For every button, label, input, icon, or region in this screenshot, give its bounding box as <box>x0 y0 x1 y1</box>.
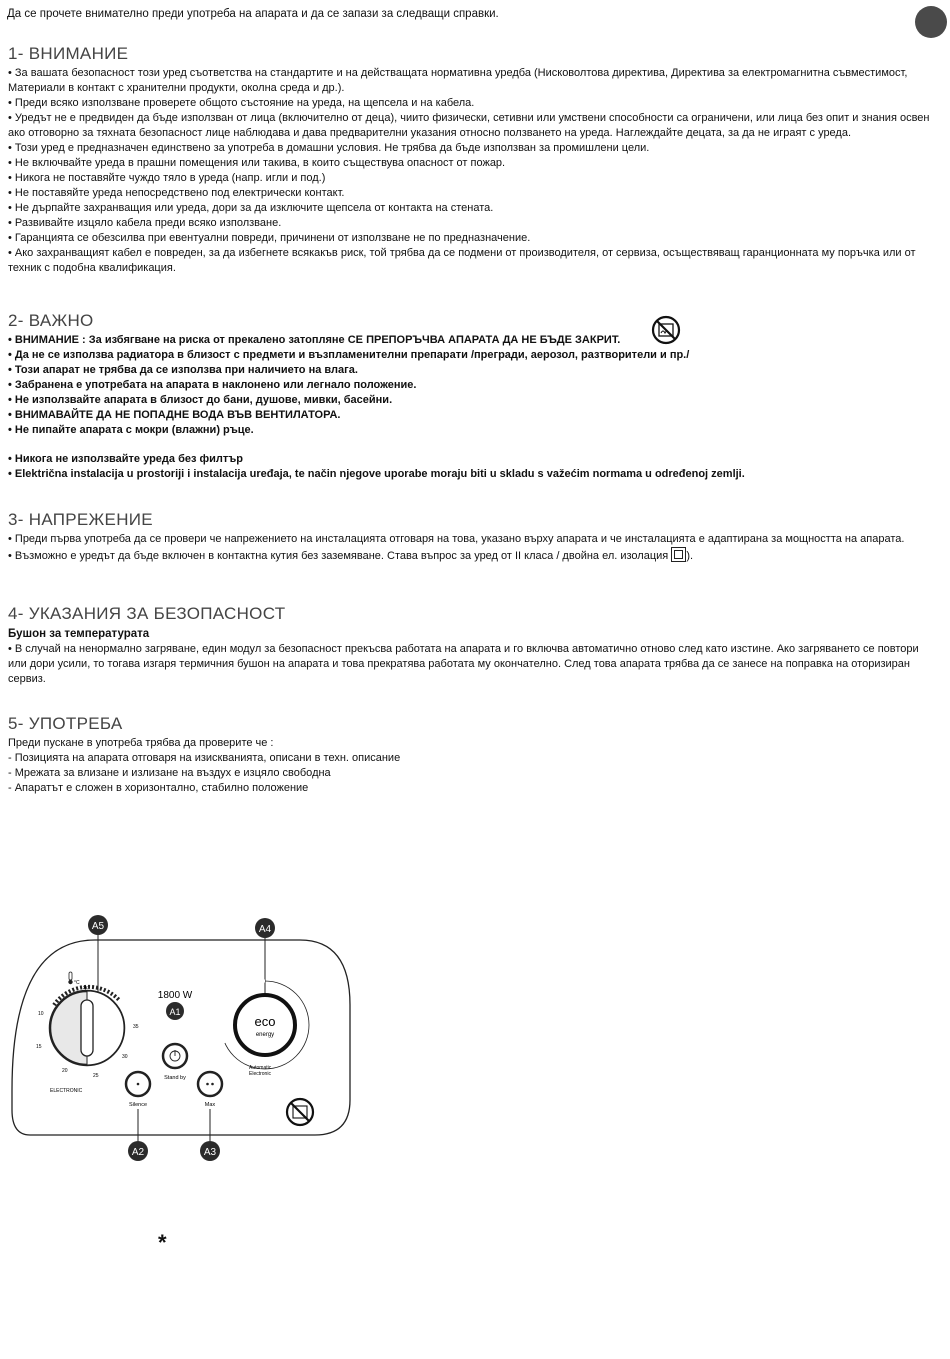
section-1-line: • Не поставяйте уреда непосредствено под електрически контакт. <box>8 187 345 199</box>
double-insulation-icon <box>671 547 686 562</box>
section-1-line: • Никога не поставяйте чуждо тяло в уреда (напр. игли и под.) <box>8 172 326 184</box>
footnote-asterisk: * <box>158 1230 167 1255</box>
section-1-line: • Този уред е предназначен единствено за употреба в домашни условия. Не трябва да бъде използван за промишлени цели. <box>8 142 650 154</box>
standby-button[interactable] <box>163 1044 187 1068</box>
dial-tick-label: 15 <box>36 1044 42 1050</box>
intro-text: Да се прочете внимателно преди употреба на апарата и да се запази за следващи справки. <box>7 8 499 20</box>
section-4-title: 4- УКАЗАНИЯ ЗА БЕЗОПАСНОСТ <box>8 604 286 623</box>
callout-a1-label: A1 <box>169 1007 181 1017</box>
section-2-extra-line: • Никога не използвайте уреда без филтър <box>8 453 244 465</box>
energy-label: energy <box>255 1032 275 1038</box>
section-4-line: • В случай на ненормално загряване, един модул за безопасност прекъсва работата на апарата и го включва автоматично отново след като изстине. Ако загряването се повтори или дори усили, то тогава изгаря термичния бушон на апарата и това прекратява работата му окончателно. След това апарата трябва да се занесе на поправка на оторизиран сервиз. <box>8 643 919 685</box>
section-2-line: • Забранена е употребата на апарата в наклонено или легнало положение. <box>8 379 417 391</box>
thermostat-dial <box>50 987 124 1065</box>
electronic-label: ELECTRONIC <box>50 1088 83 1094</box>
callout-a5-label: A5 <box>91 921 105 932</box>
standby-label: Stand by <box>164 1075 186 1081</box>
section-1-line: • Не дърпайте захранващия или уреда, дори за да изключите щепсела от контакта на стената. <box>8 202 494 214</box>
section-3-line: • Преди първа употреба да се провери че напрежението на инсталацията отговаря на това, указано върху апарата и че инсталацията е адаптирана за мощността на апарата. <box>8 533 905 545</box>
section-2-line: • Да не се използва радиатора в близост с предмети и възпламенителни препарати /прегради, аерозол, разтворители и пр./ <box>8 349 690 361</box>
section-1-title: 1- ВНИМАНИЕ <box>8 44 129 63</box>
dial-tick-label: 10 <box>38 1011 44 1017</box>
max-label: Max <box>204 1102 216 1108</box>
section-1-body <box>8 66 938 276</box>
dial-tick-label: 30 <box>122 1054 128 1060</box>
callout-a2-label: A2 <box>131 1147 145 1158</box>
section-1-line: • Ако захранващият кабел е повреден, за да избегнете всякакъв риск, той трябва да се подмени от производителя, от сервиза, осъществяващ гаранционната му поръчка или от техник с подобна квалификация. <box>8 247 916 274</box>
section-3-body <box>8 532 938 564</box>
section-5-title: 5- УПОТРЕБА <box>8 714 123 733</box>
section-5-body <box>8 736 938 796</box>
section-4-body <box>8 627 938 687</box>
dial-tick-label: 35 <box>133 1024 139 1030</box>
section-2-line: • ВНИМАВАЙТЕ ДА НЕ ПОПАДНЕ ВОДА ВЪВ ВЕНТИЛАТОРА. <box>8 409 341 421</box>
dial-tick-label: 25 <box>93 1073 99 1079</box>
section-1-line: • Гаранцията се обезсилва при евентуални повреди, причинени от използване не по предназначение. <box>8 232 531 244</box>
section-2-title: 2- ВАЖНО <box>8 311 94 330</box>
section-3-line-class2 <box>8 547 938 564</box>
silence-label: Silence <box>128 1102 148 1108</box>
automatic-electronic-label: Electronic <box>249 1071 271 1077</box>
section-4-subheading: Бушон за температурата <box>8 628 150 640</box>
section-1-line: • Не включвайте уреда в прашни помещения или такива, в които съществува опасност от пожар. <box>8 157 506 169</box>
section-5-line: Преди пускане в употреба трябва да проверите че : <box>8 737 274 749</box>
section-1-line: • За вашата безопасност този уред съответства на стандартите и на действащата нормативна уредба (Нисковолтова директива, Директива за електромагнитна съвместимост, Материали в контакт с хранителни продукти, околна среда и др.). <box>8 67 908 94</box>
section-1-line: • Развивайте изцяло кабела преди всяко използване. <box>8 217 282 229</box>
section-3-title: 3- НАПРЕЖЕНИЕ <box>8 510 153 529</box>
section-1-line: • Уредът не е предвиден да бъде използван от лица (включително от деца), чиито физически, сетивни или умствени способности са ограничени, или лица без опит и знания освен ако отговорно за тяхната безопасност лице наблюдава и дава предварителни указания относно ползването на уреда. Наглеждайте децата, за да не играят с уреда. <box>8 112 930 139</box>
callout-a3-label: A3 <box>203 1147 217 1158</box>
section-5-line: - Позицията на апарата отговаря на изискванията, описани в техн. описание <box>8 752 401 764</box>
dial-tick-label: 20 <box>62 1068 68 1074</box>
power-rating: 1800 W <box>157 990 193 1001</box>
section-2-line: • ВНИМАНИЕ : За избягване на риска от прекалено затопляне СЕ ПРЕПОРЪЧВА АПАРАТА ДА НЕ БЪДЕ ЗАКРИТ. <box>8 334 621 346</box>
thermometer-icon <box>68 972 72 984</box>
section-2-line: • Не използвайте апарата в близост до бани, душове, мивки, басейни. <box>8 394 393 406</box>
callout-a4-label: A4 <box>258 924 272 935</box>
section-1-line: • Преди всяко използване проверете общото състояние на уреда, на щепсела и на кабела. <box>8 97 475 109</box>
section-2-extra-line: • Električna instalacija u prostoriji i instalacija uređaja, te način njegove uporabe moraju biti u skladu s važećim normama u određenoj zemlji. <box>8 468 745 480</box>
thermometer-unit: °C <box>74 980 80 986</box>
frost-star-icon: * <box>83 985 88 995</box>
section-5-line: - Апаратът е сложен в хоризонтално, стабилно положение <box>8 782 309 794</box>
section-2-line: • Не пипайте апарата с мокри (влажни) ръце. <box>8 424 254 436</box>
automatic-label: Automatic <box>249 1065 272 1071</box>
section-2-extra <box>8 452 938 482</box>
eco-label: eco <box>254 1014 276 1029</box>
section-3-line-text: • Възможно е уредът да бъде включен в контактна кутия без заземяване. Става въпрос за уред от II класа / двойна ел. изолация <box>8 550 669 562</box>
section-2-line: • Този апарат не трябва да се използва при наличието на влага. <box>8 364 358 376</box>
section-3-line-tail: ). <box>686 550 694 562</box>
section-2-body <box>8 333 938 438</box>
page-marker-dot <box>915 6 947 38</box>
control-panel-diagram <box>0 905 400 1165</box>
silence-button[interactable] <box>126 1072 150 1096</box>
section-5-line: - Мрежата за влизане и излизане на въздух е изцяло свободна <box>8 767 331 779</box>
do-not-cover-panel-icon <box>287 1099 313 1125</box>
max-button[interactable] <box>198 1072 222 1096</box>
